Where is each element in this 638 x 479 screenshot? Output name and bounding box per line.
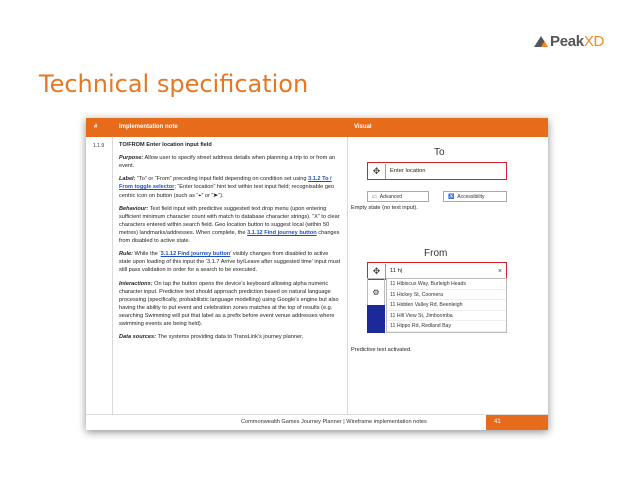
predictive-caption: Predictive text activated.	[351, 347, 412, 353]
location-arrow-icon: ➤	[213, 192, 219, 199]
empty-state-caption: Empty state (no text input).	[351, 205, 418, 211]
rule-paragraph	[119, 250, 341, 274]
mountain-logo-icon	[534, 36, 548, 47]
datasources-label: Data sources:	[119, 334, 156, 341]
from-label: From	[424, 248, 448, 259]
crosshair-icon: ✥	[372, 265, 381, 276]
column-divider	[347, 137, 348, 414]
document-footer	[86, 414, 548, 430]
accessibility-label: Accessibility	[457, 193, 485, 200]
behaviour-label: Behaviour:	[119, 205, 149, 212]
label-text: ” or “	[201, 192, 214, 199]
blue-block	[367, 305, 385, 333]
purpose-paragraph	[119, 154, 341, 170]
clear-icon[interactable]: ×	[497, 267, 502, 275]
header-col-note: Implementation note	[119, 124, 178, 130]
brand-logo	[534, 33, 604, 50]
behaviour-paragraph	[119, 205, 341, 246]
geo-locate-button[interactable]	[368, 264, 386, 279]
label-label: Label:	[119, 176, 136, 183]
document-screenshot	[86, 118, 548, 430]
interactions-label: Interactions:	[119, 280, 153, 287]
suggestion-item[interactable]: 11 Hippo Rd, Redland Bay	[387, 321, 506, 332]
accessibility-button[interactable]	[443, 191, 507, 202]
suggestion-item[interactable]: 11 Hickey St, Coomera	[387, 290, 506, 301]
table-row	[86, 137, 548, 414]
row-number: 1.1.9	[93, 143, 105, 149]
brand-name-xd: XD	[583, 33, 605, 50]
header-col-number: #	[94, 124, 98, 130]
table-header	[86, 118, 548, 137]
geo-target-icon: ⌖	[198, 192, 202, 199]
label-text: ; “Enter location” hint text within text input field; recognisable geo centric icon on button (such as “	[119, 184, 335, 199]
toggle-selector-link[interactable]: 3.1.2 To / From toggle selector	[119, 176, 332, 191]
advanced-button[interactable]	[367, 191, 429, 202]
crosshair-icon: ✥	[372, 165, 381, 176]
page-number: 41	[486, 415, 548, 430]
wheelchair-icon: ♿	[448, 193, 455, 200]
interactions-text: On tap the button opens the device’s keyboard allowing alpha numeric character input. Predictive text should approach prediction based on natural language processing (specifically, probabilistic language modelling) using Google’s engine but also having the ability to put event and celebration zones matches at the top of results (e.g. searching Swimming will put that label as a prefix before event venue addresses where swimming events are being held).	[119, 280, 339, 328]
settings-button[interactable]	[367, 278, 385, 306]
to-label: To	[434, 147, 445, 158]
visual-column	[349, 137, 548, 414]
implementation-notes	[119, 141, 341, 346]
datasources-paragraph	[119, 333, 341, 341]
suggestion-item[interactable]: 11 Hibiscus Way, Burleigh Heads	[387, 279, 506, 290]
gear-icon: ⚙	[372, 287, 380, 297]
geo-locate-button[interactable]	[368, 164, 386, 179]
find-journey-link[interactable]: 3.1.12 Find journey button	[247, 229, 317, 236]
column-divider	[112, 137, 113, 414]
datasources-text: The systems providing data to TransLink’s journey planner,	[157, 334, 304, 341]
suggestion-item[interactable]: 11 Hill View St, Jimboomba	[387, 311, 506, 322]
behaviour-text: changes from disabled to active state.	[119, 229, 340, 245]
behaviour-text: Text field input with predictive suggested text drop menu (upon entering sufficient minimum character count with match to database character strings). “X” to clear characters entered within search field. Geo location button to suggest local (within 50 metres) landmarks/addresses. When complete, the	[119, 205, 340, 236]
rule-label: Rule:	[119, 251, 133, 258]
advanced-label: Advanced	[379, 193, 402, 200]
interactions-paragraph	[119, 280, 341, 329]
footer-text: Commonwealth Games Journey Planner | Wireframe implementation notes	[241, 419, 427, 425]
rule-text: ’ visibly changes from disabled to active state upon loading of this input the ‘3.1.7 Arrive by/Leave after suggested time’ input must still pass validation in order for a search to be executed.	[119, 251, 341, 274]
to-location-input[interactable]	[367, 162, 507, 180]
slide-title: Technical specification	[39, 70, 309, 98]
purpose-label: Purpose:	[119, 155, 144, 162]
row-heading: TO/FROM Enter location input field	[119, 142, 212, 148]
to-placeholder: Enter location	[390, 168, 426, 174]
purpose-text: Allow user to specify street address details when planning a trip to or from an event.	[119, 155, 336, 170]
header-col-visual: Visual	[354, 124, 372, 130]
label-text: “To” or “From” preceding input field depending on condition set using	[137, 176, 307, 183]
label-text: ”).	[218, 192, 224, 199]
sliders-icon: ▭	[372, 193, 377, 200]
brand-name-peak: Peak	[550, 33, 584, 50]
suggestion-item[interactable]: 11 Hidden Valley Rd, Beenleigh	[387, 300, 506, 311]
suggestion-dropdown	[386, 278, 507, 333]
label-paragraph	[119, 175, 341, 199]
find-journey-link[interactable]: 3.1.12 Find journey button	[160, 251, 231, 258]
from-value: 11 h|	[390, 268, 403, 274]
rule-text: While the ‘	[134, 251, 161, 258]
